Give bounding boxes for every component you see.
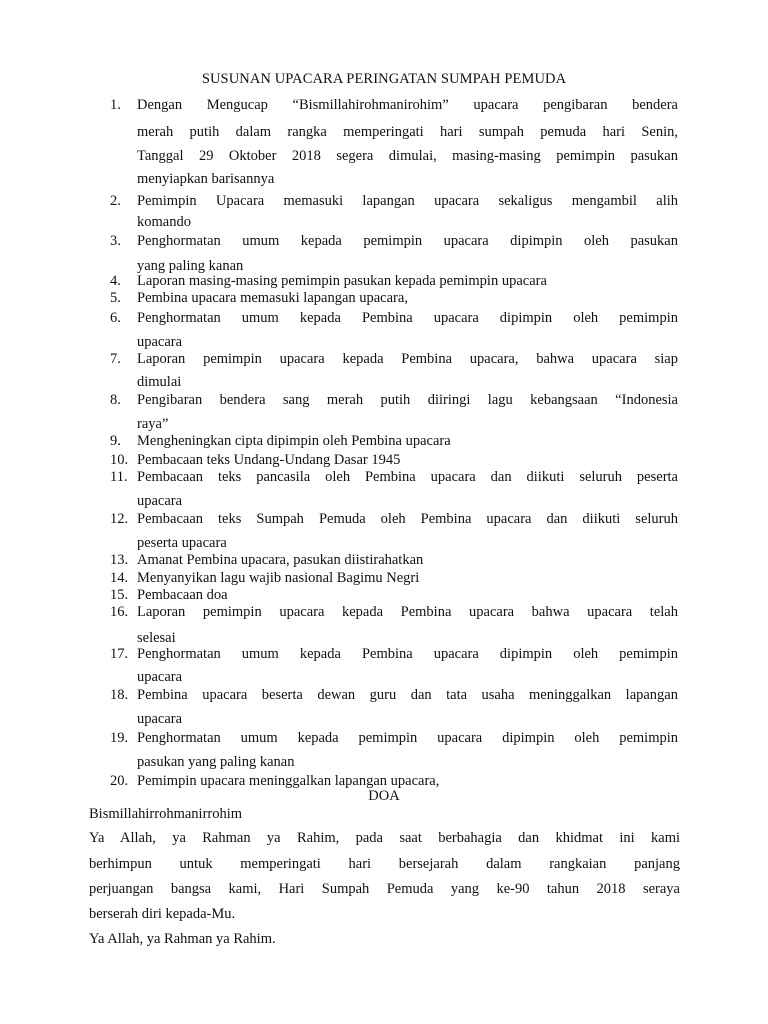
agenda-item-line: Mengheningkan cipta dipimpin oleh Pembina upacara	[137, 433, 451, 449]
prayer-line: berserah diri kepada-Mu.	[89, 906, 236, 922]
agenda-item-line: Dengan Mengucap “Bismillahirohmanirohim” upacara pengibaran bendera	[137, 97, 678, 113]
agenda-item-line: Pembacaan doa	[137, 587, 228, 603]
agenda-item-number: 4.	[110, 273, 121, 289]
agenda-item-number: 20.	[110, 773, 129, 789]
agenda-item-number: 10.	[110, 452, 129, 468]
agenda-item-line: Amanat Pembina upacara, pasukan diistirahatkan	[137, 552, 424, 568]
agenda-item-line: merah putih dalam rangka memperingati hari sumpah pemuda hari Senin,	[137, 124, 678, 140]
agenda-item-line: pasukan yang paling kanan	[137, 754, 295, 770]
agenda-item-line: Penghormatan umum kepada Pembina upacara dipimpin oleh pemimpin	[137, 310, 678, 326]
agenda-item-line: Menyanyikan lagu wajib nasional Bagimu Negri	[137, 570, 420, 586]
agenda-item-number: 1.	[110, 97, 121, 113]
agenda-item-line: Pembina upacara memasuki lapangan upacara,	[137, 290, 408, 306]
agenda-item-number: 11.	[110, 469, 128, 485]
agenda-item-line: Pembacaan teks pancasila oleh Pembina upacara dan diikuti seluruh peserta	[137, 469, 678, 485]
agenda-item-line: Penghormatan umum kepada Pembina upacara dipimpin oleh pemimpin	[137, 646, 678, 662]
agenda-item-number: 16.	[110, 604, 129, 620]
agenda-item-line: Pemimpin upacara meninggalkan lapangan upacara,	[137, 773, 440, 789]
prayer-line: Ya Allah, ya Rahman ya Rahim.	[89, 931, 276, 947]
agenda-item-line: Penghormatan umum kepada pemimpin upacara dipimpin oleh pemimpin	[137, 730, 678, 746]
agenda-item-number: 19.	[110, 730, 129, 746]
agenda-item-line: Pembacaan teks Sumpah Pemuda oleh Pembina upacara dan diikuti seluruh	[137, 511, 678, 527]
agenda-item-line: menyiapkan barisannya	[137, 171, 275, 187]
agenda-item-line: Laporan pemimpin upacara kepada Pembina upacara, bahwa upacara siap	[137, 351, 678, 367]
agenda-item-line: Tanggal 29 Oktober 2018 segera dimulai, masing-masing pemimpin pasukan	[137, 148, 678, 164]
document-title: SUSUNAN UPACARA PERINGATAN SUMPAH PEMUDA	[201, 71, 567, 87]
agenda-item-line: Pembacaan teks Undang-Undang Dasar 1945	[137, 452, 401, 468]
agenda-item-line: upacara	[137, 334, 183, 350]
agenda-item-number: 14.	[110, 570, 129, 586]
agenda-item-line: upacara	[137, 669, 183, 685]
agenda-item-line: Laporan masing-masing pemimpin pasukan kepada pemimpin upacara	[137, 273, 547, 289]
agenda-item-line: komando	[137, 214, 191, 230]
agenda-item-number: 13.	[110, 552, 129, 568]
agenda-item-line: selesai	[137, 630, 176, 646]
prayer-line: berhimpun untuk memperingati hari bersejarah dalam rangkaian panjang	[89, 856, 680, 872]
agenda-item-line: Penghormatan umum kepada pemimpin upacara dipimpin oleh pasukan	[137, 233, 678, 249]
agenda-item-line: dimulai	[137, 374, 182, 390]
agenda-item-number: 18.	[110, 687, 129, 703]
agenda-item-line: upacara	[137, 711, 183, 727]
agenda-item-line: Pengibaran bendera sang merah putih diiringi lagu kebangsaan “Indonesia	[137, 392, 678, 408]
agenda-item-line: Laporan pemimpin upacara kepada Pembina upacara bahwa upacara telah	[137, 604, 678, 620]
agenda-item-line: upacara	[137, 493, 183, 509]
agenda-item-number: 2.	[110, 193, 121, 209]
agenda-item-line: Pembina upacara beserta dewan guru dan tata usaha meninggalkan lapangan	[137, 687, 678, 703]
agenda-item-line: yang paling kanan	[137, 258, 244, 274]
agenda-item-number: 3.	[110, 233, 121, 249]
agenda-item-number: 9.	[110, 433, 121, 449]
prayer-line: perjuangan bangsa kami, Hari Sumpah Pemuda yang ke-90 tahun 2018 seraya	[89, 881, 680, 897]
agenda-item-number: 5.	[110, 290, 121, 306]
agenda-item-number: 7.	[110, 351, 121, 367]
agenda-item-line: raya”	[137, 416, 169, 432]
prayer-line: Ya Allah, ya Rahman ya Rahim, pada saat berbahagia dan khidmat ini kami	[89, 830, 680, 846]
doa-heading: DOA	[368, 788, 400, 804]
agenda-item-line: peserta upacara	[137, 535, 227, 551]
agenda-item-number: 12.	[110, 511, 129, 527]
agenda-item-number: 8.	[110, 392, 121, 408]
agenda-item-line: Pemimpin Upacara memasuki lapangan upacara sekaligus mengambil alih	[137, 193, 678, 209]
agenda-item-number: 15.	[110, 587, 129, 603]
prayer-line: Bismillahirrohmanirrohim	[89, 806, 243, 822]
agenda-item-number: 17.	[110, 646, 129, 662]
agenda-item-number: 6.	[110, 310, 121, 326]
